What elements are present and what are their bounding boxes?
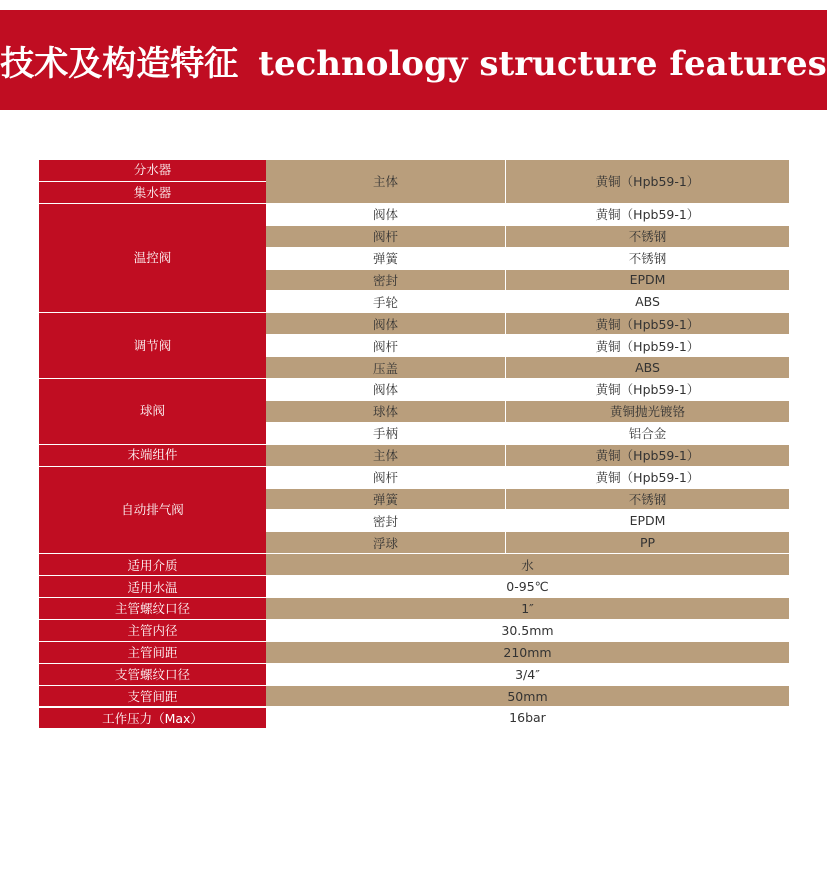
category-label: 调节阀: [133, 337, 172, 353]
material-cell: 黄铜（Hpb59-1）: [505, 160, 789, 204]
spec-value-cell: 30.5mm: [266, 620, 789, 642]
title-banner: [0, 10, 827, 110]
category-label: 温控阀: [133, 250, 172, 266]
spec-label-cell: 适用介质: [39, 554, 266, 576]
part-cell: 浮球: [266, 532, 505, 554]
material-cell: 黄铜（Hpb59-1）: [505, 467, 789, 489]
spec-label-cell: 支管间距: [39, 686, 266, 708]
spec-label-cell: 主管内径: [39, 620, 266, 642]
category-cell: [39, 204, 266, 314]
spec-value-cell: 210mm: [266, 642, 789, 664]
material-cell: ABS: [505, 291, 789, 313]
spec-value-cell: 50mm: [266, 686, 789, 708]
category-cell: [39, 467, 266, 555]
material-cell: 黄铜抛光镀铬: [505, 401, 789, 423]
category-label: 自动排气阀: [121, 501, 184, 517]
part-cell: 阀杆: [266, 335, 505, 357]
part-cell: 阀体: [266, 379, 505, 401]
spec-label-cell: 主管螺纹口径: [39, 598, 266, 620]
category-label: 集水器: [133, 184, 172, 200]
material-cell: ABS: [505, 357, 789, 379]
part-cell: 阀体: [266, 204, 505, 226]
material-cell: 不锈钢: [505, 489, 789, 511]
part-cell: 密封: [266, 270, 505, 292]
spec-value-cell: 16bar: [266, 708, 789, 730]
material-cell: 不锈钢: [505, 226, 789, 248]
material-cell: EPDM: [505, 510, 789, 532]
material-cell: 黄铜（Hpb59-1）: [505, 335, 789, 357]
page-title-en: technology structure features: [258, 43, 827, 84]
material-cell: 铝合金: [505, 423, 789, 445]
spec-value-cell: 3/4″: [266, 664, 789, 686]
spec-label-cell: 适用水温: [39, 576, 266, 598]
spec-value-cell: 0-95℃: [266, 576, 789, 598]
part-cell: 阀杆: [266, 467, 505, 489]
category-cell: [39, 445, 266, 467]
material-cell: EPDM: [505, 270, 789, 292]
part-cell: 弹簧: [266, 248, 505, 270]
part-cell: 球体: [266, 401, 505, 423]
page-title-cn: 技术及构造特征: [0, 43, 239, 84]
part-cell: 主体: [266, 445, 505, 467]
spec-value-cell: 水: [266, 554, 789, 576]
spec-label-cell: 主管间距: [39, 642, 266, 664]
category-label: 球阀: [139, 403, 165, 419]
part-cell: 密封: [266, 510, 505, 532]
category-cell: [39, 379, 266, 445]
material-cell: 黄铜（Hpb59-1）: [505, 313, 789, 335]
material-cell: 黄铜（Hpb59-1）: [505, 379, 789, 401]
category-cell: [39, 160, 266, 204]
material-cell: 黄铜（Hpb59-1）: [505, 445, 789, 467]
page-title: [0, 36, 827, 85]
category-label: 末端组件: [127, 447, 178, 463]
spec-label-cell: 工作压力（Max）: [39, 708, 266, 730]
category-label: 分水器: [39, 159, 266, 182]
part-cell: 压盖: [266, 357, 505, 379]
material-cell: 不锈钢: [505, 248, 789, 270]
material-cell: PP: [505, 532, 789, 554]
part-cell: 阀杆: [266, 226, 505, 248]
part-cell: 弹簧: [266, 489, 505, 511]
material-cell: 黄铜（Hpb59-1）: [505, 204, 789, 226]
part-cell: 手柄: [266, 423, 505, 445]
category-cell: [39, 313, 266, 379]
spec-value-cell: 1″: [266, 598, 789, 620]
part-cell: 手轮: [266, 291, 505, 313]
part-cell: 主体: [266, 160, 505, 204]
part-cell: 阀体: [266, 313, 505, 335]
spec-label-cell: 支管螺纹口径: [39, 664, 266, 686]
